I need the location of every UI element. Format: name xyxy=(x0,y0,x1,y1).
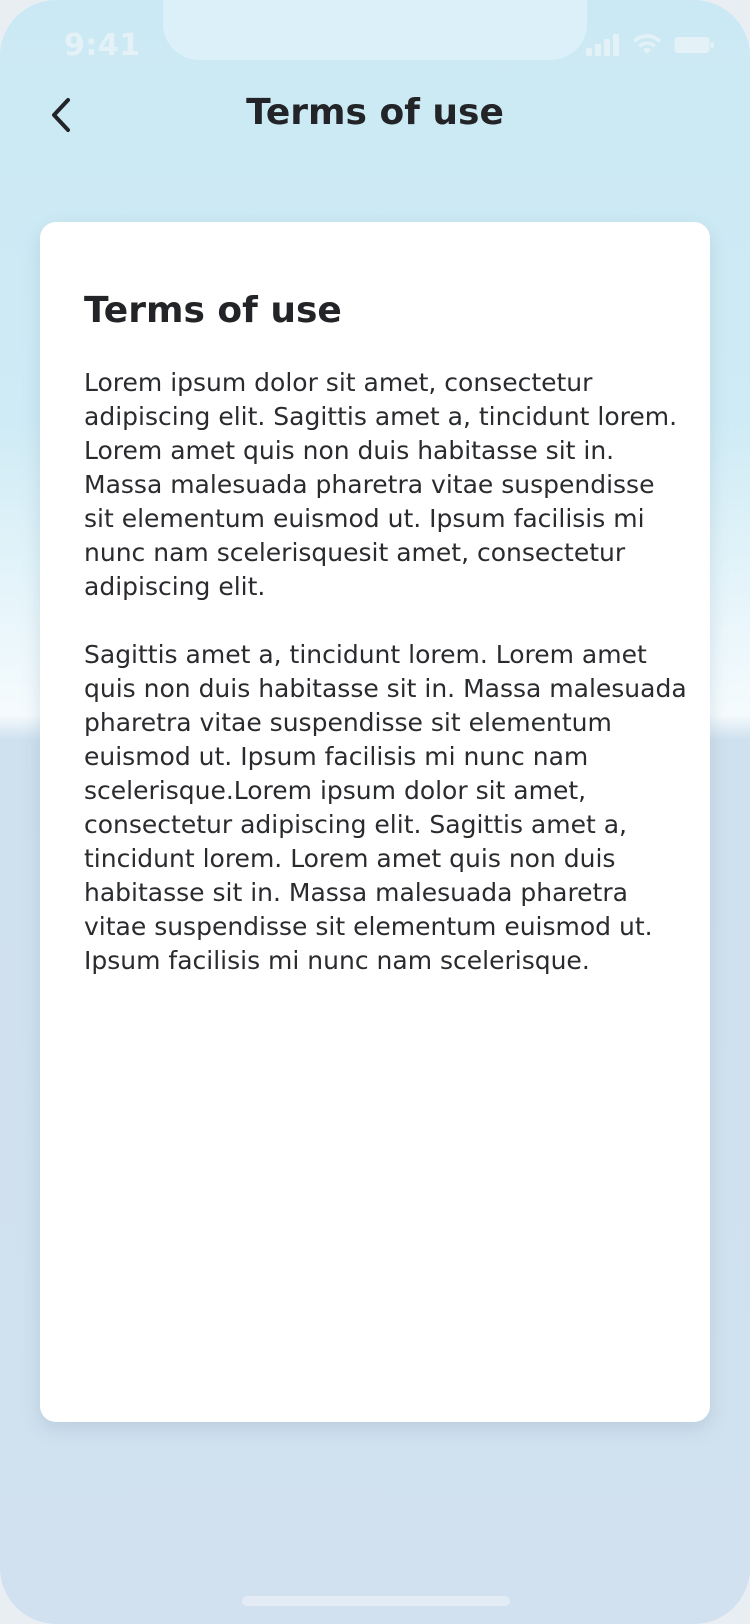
top-navigation-bar xyxy=(0,80,750,150)
status-icons xyxy=(586,34,714,56)
terms-card xyxy=(40,222,710,1422)
battery-icon xyxy=(674,35,714,55)
cellular-signal-icon xyxy=(586,34,620,56)
home-indicator[interactable] xyxy=(242,1596,510,1606)
terms-paragraph: Lorem ipsum dolor sit amet, consectetur adipiscing elit. Sagittis amet a, tincidunt lorem. Lorem amet quis non duis habitasse sit in. Massa malesuada pharetra vitae suspendisse sit elementum euismod ut. Ipsum facilisis mi nunc nam scelerisquesit amet, consectetur adipiscing elit. xyxy=(84,368,678,601)
terms-heading: Terms of use xyxy=(84,290,342,331)
page-title: Terms of use xyxy=(246,92,504,133)
status-time: 9:41 xyxy=(64,28,141,63)
terms-body xyxy=(84,366,689,1012)
device-notch xyxy=(163,0,587,60)
terms-paragraph: Sagittis amet a, tincidunt lorem. Lorem amet quis non duis habitasse sit in. Massa malesuada pharetra vitae suspendisse sit elementum euismod ut. Ipsum facilisis mi nunc nam scelerisque.Lorem ipsum dolor sit amet, consectetur adipiscing elit. Sagittis amet a, tincidunt lorem. Lorem amet quis non duis habitasse sit in. Massa malesuada pharetra vitae suspendisse sit elementum euismod ut. Ipsum facilisis mi nunc nam scelerisque. xyxy=(84,640,687,975)
status-bar xyxy=(0,0,750,90)
wifi-icon xyxy=(632,34,662,56)
